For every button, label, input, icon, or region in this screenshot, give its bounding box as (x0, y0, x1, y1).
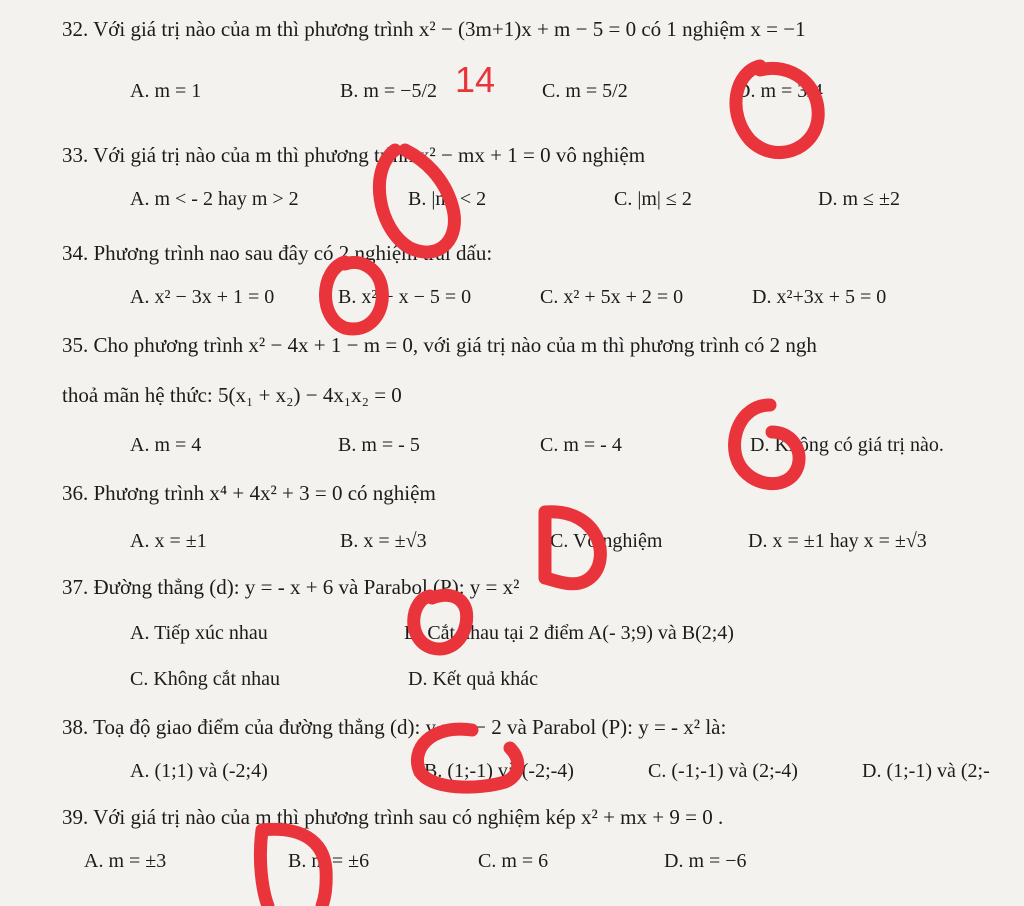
q35-option-a: A. m = 4 (130, 434, 202, 456)
q33-option-c: C. |m| ≤ 2 (614, 188, 692, 210)
q39-option-b: B. m = ±6 (288, 850, 370, 872)
q38-option-a: A. (1;1) và (-2;4) (130, 760, 268, 782)
q35-option-d: D. Không có giá trị nào. (750, 434, 944, 456)
q32-answer-circle (736, 66, 818, 153)
q37-option-c: C. Không cắt nhau (130, 668, 280, 690)
q37-option-b: B. Cắt nhau tại 2 điểm A(- 3;9) và B(2;4) (404, 622, 734, 644)
question-36-stem: 36. Phương trình x⁴ + 4x² + 3 = 0 có nghiệm (62, 481, 436, 505)
q38-option-b: B. (1;-1) và (-2;-4) (424, 760, 574, 782)
question-39-stem: 39. Với giá trị nào của m thì phương trình sau có nghiệm kép x² + mx + 9 = 0 . (62, 805, 724, 829)
q35-answer-mark (735, 405, 800, 484)
q35-option-c: C. m = - 4 (540, 434, 622, 456)
question-37-stem: 37. Đường thẳng (d): y = - x + 6 và Parabol (P): y = x² (62, 575, 520, 599)
question-35-stem: 35. Cho phương trình x² − 4x + 1 − m = 0, với giá trị nào của m thì phương trình có 2 ngh (62, 333, 817, 357)
question-34-stem: 34. Phương trình nao sau đây có 2 nghiệm trái dấu: (62, 241, 493, 265)
q38-option-c: C. (-1;-1) và (2;-4) (648, 760, 798, 782)
q36-option-b: B. x = ±√3 (340, 530, 427, 552)
q34-option-c: C. x² + 5x + 2 = 0 (540, 286, 684, 308)
q33-answer-circle (379, 150, 454, 252)
q38-option-d: D. (1;-1) và (2;- (862, 760, 990, 782)
q36-option-c: C. Vô nghiệm (550, 530, 663, 552)
q32-option-c: C. m = 5/2 (542, 80, 628, 102)
q39-answer-mark (260, 829, 326, 906)
q33-option-d: D. m ≤ ±2 (818, 188, 900, 210)
q32-option-a: A. m = 1 (130, 80, 202, 102)
q39-option-c: C. m = 6 (478, 850, 549, 872)
q34-option-b: B. x² − x − 5 = 0 (338, 286, 472, 308)
q34-option-d: D. x²+3x + 5 = 0 (752, 286, 887, 308)
q36-option-a: A. x = ±1 (130, 530, 207, 552)
q37-option-a: A. Tiếp xúc nhau (130, 622, 268, 644)
question-38-stem: 38. Toạ độ giao điểm của đường thẳng (d): y = x − 2 và Parabol (P): y = - x² là: (62, 715, 727, 739)
question-32-stem: 32. Với giá trị nào của m thì phương trình x² − (3m+1)x + m − 5 = 0 có 1 nghiệm x = −1 (62, 17, 806, 41)
q36-answer-mark (545, 512, 600, 584)
q39-option-a: A. m = ±3 (84, 850, 167, 872)
q33-option-a: A. m < - 2 hay m > 2 (130, 188, 299, 210)
q34-answer-circle (325, 262, 382, 329)
q33-option-b: B. |m| < 2 (408, 188, 487, 210)
q34-option-a: A. x² − 3x + 1 = 0 (130, 286, 275, 308)
question-35-stem-line2: thoả mãn hệ thức: 5(x₁ + x₂) − 4x₁x₂ = 0 (62, 383, 402, 407)
q37-answer-circle (414, 595, 467, 649)
question-33-stem: 33. Với giá trị nào của m thì phương trình x² − mx + 1 = 0 vô nghiệm (62, 143, 646, 167)
score-mark: 14 (455, 59, 496, 100)
q38-answer-circle (417, 729, 517, 787)
q32-option-b: B. m = −5/2 (340, 80, 438, 102)
q35-option-b: B. m = - 5 (338, 434, 420, 456)
q39-option-d: D. m = −6 (664, 850, 747, 872)
q37-option-d: D. Kết quả khác (408, 668, 538, 690)
q32-option-d: D. m = 3/4 (736, 80, 823, 102)
q36-option-d: D. x = ±1 hay x = ±√3 (748, 530, 927, 552)
